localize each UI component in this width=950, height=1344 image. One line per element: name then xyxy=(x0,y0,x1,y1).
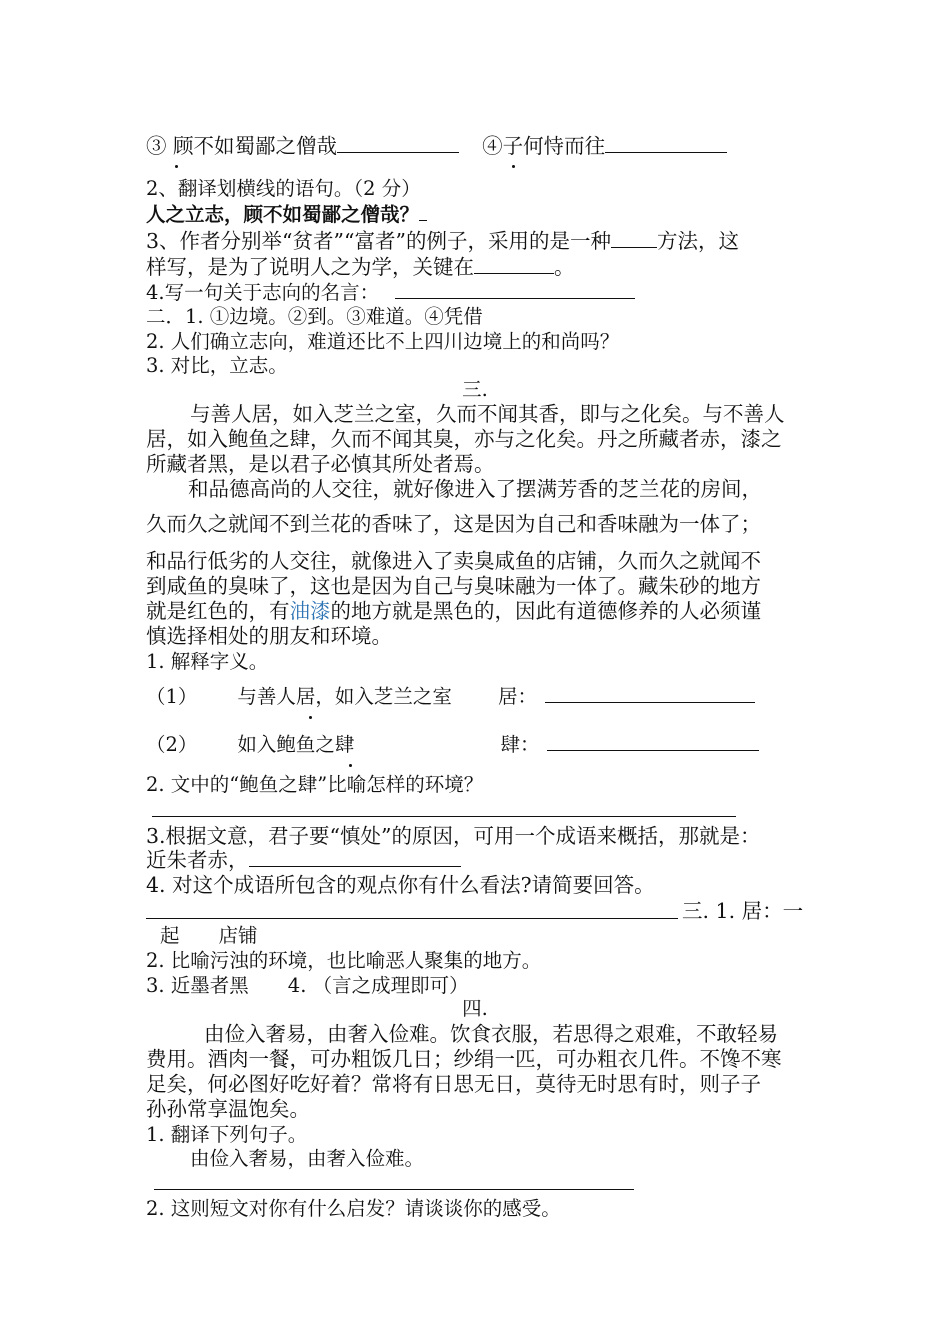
section-4-title: 四. xyxy=(462,997,488,1020)
translation-3-line-1: 和品德高尚的人交往，就好像进入了摆满芳香的芝兰花的房间， xyxy=(188,477,762,501)
question-3-line-2 xyxy=(146,254,575,280)
passage-4-line-2: 费用。酒肉一餐，可办粗饭几日；纱绢一匹，可办粗衣几件。不馋不寒 xyxy=(146,1047,782,1071)
answer-line-q4-1[interactable] xyxy=(154,1189,634,1190)
blank-ju[interactable] xyxy=(545,684,755,703)
translation-3-line-3: 和品行低劣的人交往，就像进入了卖臭咸鱼的店铺，久而久之就闻不 xyxy=(146,549,761,573)
blank-idiom[interactable] xyxy=(249,848,461,867)
q3-1-item-1-number: （1） xyxy=(146,685,198,708)
answer-3-3-4: 3. 近墨者黑 4. （言之成理即可） xyxy=(146,974,469,997)
question-2-heading: 2、翻译划横线的语句。（2 分） xyxy=(146,177,421,200)
translation-3-text-a: 就是红色的，有 xyxy=(146,599,290,623)
q3-2-question: 2. 文中的“鲍鱼之肆”比喻怎样的环境？ xyxy=(146,773,484,796)
blank-motto[interactable] xyxy=(395,280,635,299)
blank-method[interactable] xyxy=(611,229,657,248)
q4-1-heading: 1. 翻译下列句子。 xyxy=(146,1123,308,1146)
blank-key[interactable] xyxy=(474,255,554,274)
answer-3-1-start: 三. 1. 居：一 xyxy=(682,899,804,923)
q3-4-question: 4. 对这个成语所包含的观点你有什么看法?请简要回答。 xyxy=(146,873,655,897)
q3-1-item-2-phrase: 如入鲍鱼之肆 xyxy=(237,733,355,756)
bold-sentence xyxy=(146,202,427,228)
answer-3-2: 2. 比喻污浊的环境，也比喻恶人聚集的地方。 xyxy=(146,949,542,972)
question-3-line-1 xyxy=(146,228,739,254)
answer-line-q3-4[interactable] xyxy=(146,918,678,919)
q3-1-item-1-word: 居： xyxy=(497,685,537,708)
passage-4-line-1: 由俭入奢易，由奢入俭难。饮食衣服，若思得之艰难，不敢轻易 xyxy=(204,1022,778,1046)
blank-translation[interactable] xyxy=(419,202,427,221)
q3-1-item-2-number: （2） xyxy=(146,733,198,756)
q3-3-question: 3.根据文意，君子要“慎处”的原因，可用一个成语来概括，那就是： xyxy=(146,824,761,848)
q4-1-sentence: 由俭入奢易，由奢入俭难。 xyxy=(190,1147,425,1170)
q3-1-heading: 1. 解释字义。 xyxy=(146,650,269,673)
bold-sentence-text: 人之立志，顾不如蜀鄙之僧哉？ xyxy=(146,203,420,226)
answer-2-3: 3. 对比，立志。 xyxy=(146,354,288,377)
q3-3-answer-line xyxy=(146,847,461,873)
item-4-text: ④子何恃而往 xyxy=(482,134,606,158)
translation-3-line-2: 久而久之就闻不到兰花的香味了，这是因为自己和香味融为一体了； xyxy=(146,512,761,536)
question-3-text-d: 。 xyxy=(554,255,575,279)
translation-3-line-5 xyxy=(146,598,761,624)
question-4-line xyxy=(146,280,635,306)
question-4-text: 4.写一句关于志向的名言： xyxy=(146,281,380,304)
blank-item-4[interactable] xyxy=(605,134,727,153)
answer-2-2: 2. 人们确立志向，难道还比不上四川边境上的和尚吗？ xyxy=(146,330,620,353)
q3-1-item-2 xyxy=(146,732,759,758)
q3-1-item-2-word: 肆： xyxy=(500,733,540,756)
passage-3-line-1: 与善人居，如入芝兰之室，久而不闻其香，即与之化矣。与不善人 xyxy=(190,402,785,426)
q4-2-question: 2. 这则短文对你有什么启发？请谈谈你的感受。 xyxy=(146,1197,561,1220)
question-line-1 xyxy=(146,133,727,159)
translation-3-text-b: 的地方就是黑色的，因此有道德修养的人必须谨 xyxy=(330,599,761,623)
q3-1-item-1-phrase: 与善人居，如入芝兰之室 xyxy=(237,685,452,708)
question-3-text-a: 3、作者分别举“贫者”“富者”的例子，采用的是一种 xyxy=(146,229,611,253)
hyperlink-word[interactable]: 油漆 xyxy=(289,599,331,623)
question-3-text-b: 方法，这 xyxy=(656,229,739,253)
q3-3-prefix: 近朱者赤， xyxy=(146,848,249,872)
passage-3-line-2: 居，如入鲍鱼之肆，久而不闻其臭，亦与之化矣。丹之所藏者赤，漆之 xyxy=(146,427,782,451)
answer-line-q3-2[interactable] xyxy=(152,816,736,817)
answer-3-1-cont: 起 店铺 xyxy=(160,924,258,947)
item-3-text: ③ 顾不如蜀鄙之僧哉 xyxy=(146,134,338,158)
passage-4-line-3: 足矣，何必图好吃好着？常将有日思无日，莫待无时思有时，则子子 xyxy=(146,1072,761,1096)
section-3-title: 三. xyxy=(462,378,488,401)
blank-item-3[interactable] xyxy=(337,134,459,153)
passage-3-line-3: 所藏者黑，是以君子必慎其所处者焉。 xyxy=(146,452,495,476)
question-3-text-c: 样写，是为了说明人之为学，关键在 xyxy=(146,255,474,279)
translation-3-line-6: 慎选择相处的朋友和环境。 xyxy=(146,624,392,648)
passage-4-line-4: 孙孙常享温饱矣。 xyxy=(146,1097,310,1121)
q3-1-item-1 xyxy=(146,684,755,710)
translation-3-line-4: 到咸鱼的臭味了，这也是因为自己与臭味融为一体了。藏朱砂的地方 xyxy=(146,574,761,598)
blank-si[interactable] xyxy=(547,732,759,751)
answer-2-1: 二．1. ①边境。②到。③难道。④凭借 xyxy=(146,305,483,328)
